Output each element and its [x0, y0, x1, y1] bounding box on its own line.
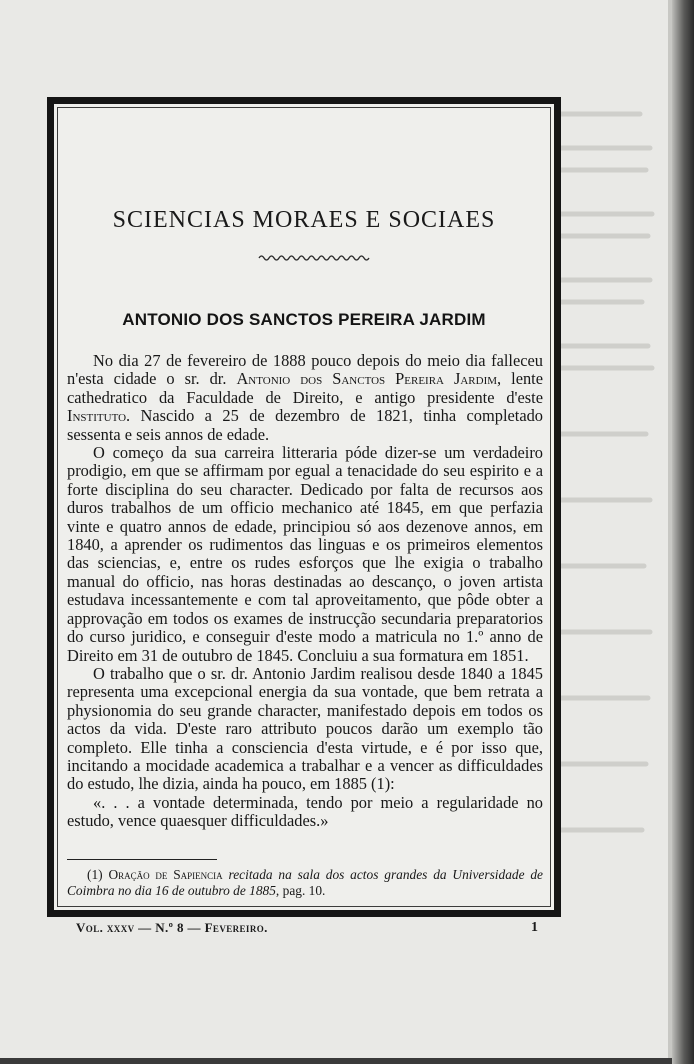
- institute-name: Instituto: [67, 406, 127, 426]
- footnote-description: recitada na sala dos actos grandes da Universidade de Coimbra no dia 16 de outubro de 1885: [67, 867, 543, 898]
- paragraph-1-text-b: , lente cathedratico da Faculdade de Direito, e antigo presidente d'este: [67, 369, 543, 407]
- obituary-body: [67, 352, 543, 831]
- obituary-title: ANTONIO DOS SANCTOS PEREIRA JARDIM: [122, 310, 486, 329]
- book-gutter-edge: [672, 0, 694, 1064]
- section-title: SCIENCIAS MORAES E SOCIAES: [112, 207, 496, 233]
- paragraph-1: [67, 352, 543, 444]
- deceased-name: Antonio dos Sanctos Pereira Jardim: [236, 369, 498, 389]
- footnote: [67, 867, 543, 899]
- footnote-mark: (1): [87, 867, 109, 882]
- paragraph-1-text-c: . Nascido a 25 de dezembro de 1821, tinha completado sessenta e seis annos de edade.: [67, 406, 543, 444]
- page-footer: [76, 920, 538, 938]
- footnote-work-title: Oração de Sapiencia: [108, 867, 223, 882]
- quotation: «. . . a vontade determinada, tendo por meio a regularidade no estudo, vence quaesquer difficuldades.»: [67, 792, 543, 831]
- paragraph-2: O começo da sua carreira litteraria póde dizer-se um verdadeiro prodigio, em que se affirmam por egual a tenacidade do seu espirito e a forte disciplina do seu character. Dedicado por falta de recursos aos duros trabalhos de um officio mechanico até 1845, em que perfazia vinte e quatro annos de edade, principiou só aos dezenove annos, em 1840, a aprender os rudimentos das linguas e os primeiros elementos das sciencias, e, entre os rudes esforços que lhe exigia o trabalho manual do officio, nas horas destinadas ao descanço, o joven artista estudava incessantemente e com tal aproveitamento, que pôde obter a approvação em todos os exames de instrucção secundaria preparatorios do curso juridico, e conseguir d'este modo a matricula no 1.º anno de Direito em 31 de outubro de 1845. Concluiu a sua formatura em 1851.: [67, 443, 543, 665]
- paragraph-1-text-a: No dia 27 de fevereiro de 1888 pouco depois do meio dia falleceu n'esta cidade o sr. dr.: [67, 351, 543, 389]
- signature-number: 1: [531, 920, 538, 935]
- paragraph-3: O trabalho que o sr. dr. Antonio Jardim realisou desde 1840 a 1845 representa uma excepcional energia da sua vontade, que bem retrata a physionomia do seu grande character, manifestado depois em todos os actos da vida. D'este raro attributo poucos darão um exemplo tão completo. Elle tinha a consciencia d'esta virtude, e é por isso que, incitando a mocidade academica a trabalhar e a vencer as difficuldades do estudo, lhe dizia, ainda ha pouco, em 1885 (1):: [67, 663, 543, 794]
- footnote-page: , pag. 10.: [275, 883, 326, 898]
- mourning-border: [47, 97, 561, 917]
- volume-signature: Vol. xxxv — N.º 8 — Fevereiro.: [76, 920, 268, 935]
- wavy-ornament-rule: [54, 252, 554, 264]
- footnote-rule: [67, 859, 217, 860]
